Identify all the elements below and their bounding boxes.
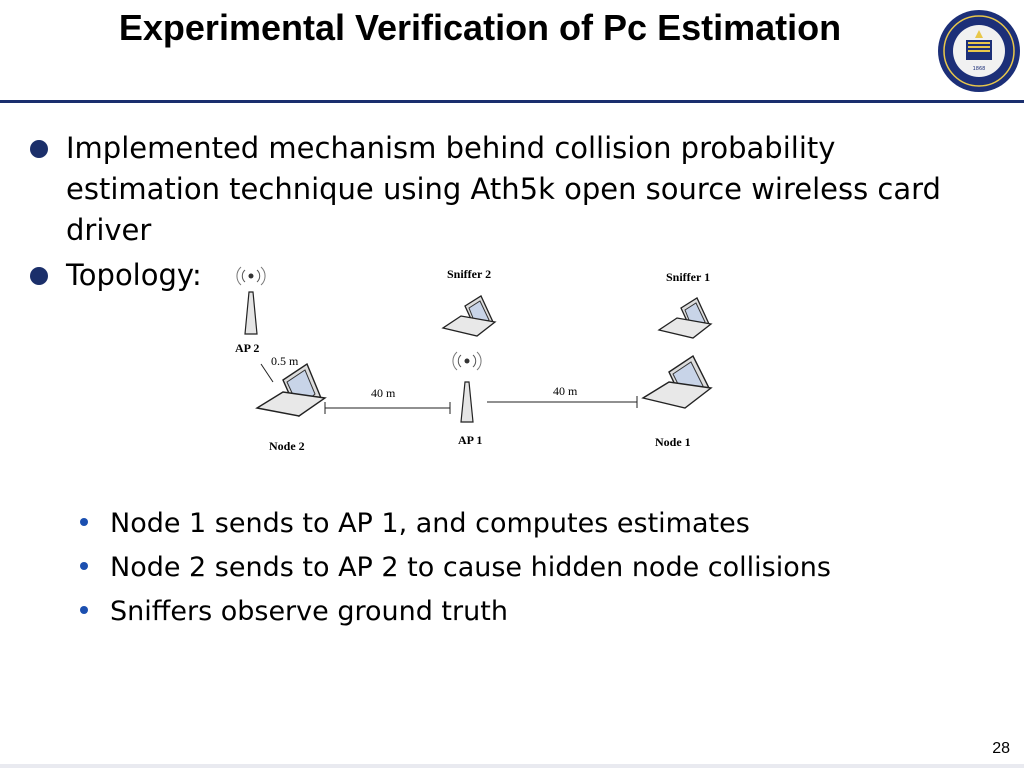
node1-label: Node 1 <box>655 435 691 449</box>
sub-bullet-dot-icon <box>80 518 88 526</box>
sub-bullet-list <box>78 502 978 634</box>
sniffer2-laptop-icon <box>443 296 495 336</box>
node2-laptop-icon <box>257 364 325 416</box>
sniffer1-laptop-icon <box>659 298 711 338</box>
page-number: 28 <box>992 740 1010 757</box>
sniffer1-label: Sniffer 1 <box>666 270 711 284</box>
bullet-item: Topology: <box>28 255 998 296</box>
dist-node2-ap1-label: 40 m <box>371 386 396 400</box>
sub-bullet-item: Node 2 sends to AP 2 to cause hidden node collisions <box>78 546 978 590</box>
bullet-dot-icon <box>30 267 48 285</box>
dist-ap2-node2-label: 0.5 m <box>271 354 299 368</box>
bullet-dot-icon <box>30 140 48 158</box>
sub-bullet-dot-icon <box>80 606 88 614</box>
sub-bullet-dot-icon <box>80 562 88 570</box>
node1-laptop-icon <box>643 356 711 408</box>
ap1-label: AP 1 <box>458 433 483 447</box>
university-seal-logo <box>936 8 1022 94</box>
dist-ap1-node1-label: 40 m <box>553 384 578 398</box>
sniffer2-label: Sniffer 2 <box>447 267 492 281</box>
slide-title: Experimental Verification of Pc Estimation <box>118 7 842 48</box>
bullet-item: Implemented mechanism behind collision probability estimation technique using Ath5k open source wireless card driver <box>28 128 998 251</box>
sub-bullet-item: Sniffers observe ground truth <box>78 590 978 634</box>
sub-bullet-item: Node 1 sends to AP 1, and computes estimates <box>78 502 978 546</box>
ap1-antenna-icon <box>453 352 481 422</box>
topology-diagram <box>225 258 725 458</box>
footer-divider <box>0 764 1024 768</box>
ap2-label: AP 2 <box>235 341 260 355</box>
svg-text:1868: 1868 <box>972 66 986 72</box>
title-divider <box>0 100 1024 103</box>
node2-label: Node 2 <box>269 439 305 453</box>
ap2-antenna-icon <box>237 267 265 334</box>
